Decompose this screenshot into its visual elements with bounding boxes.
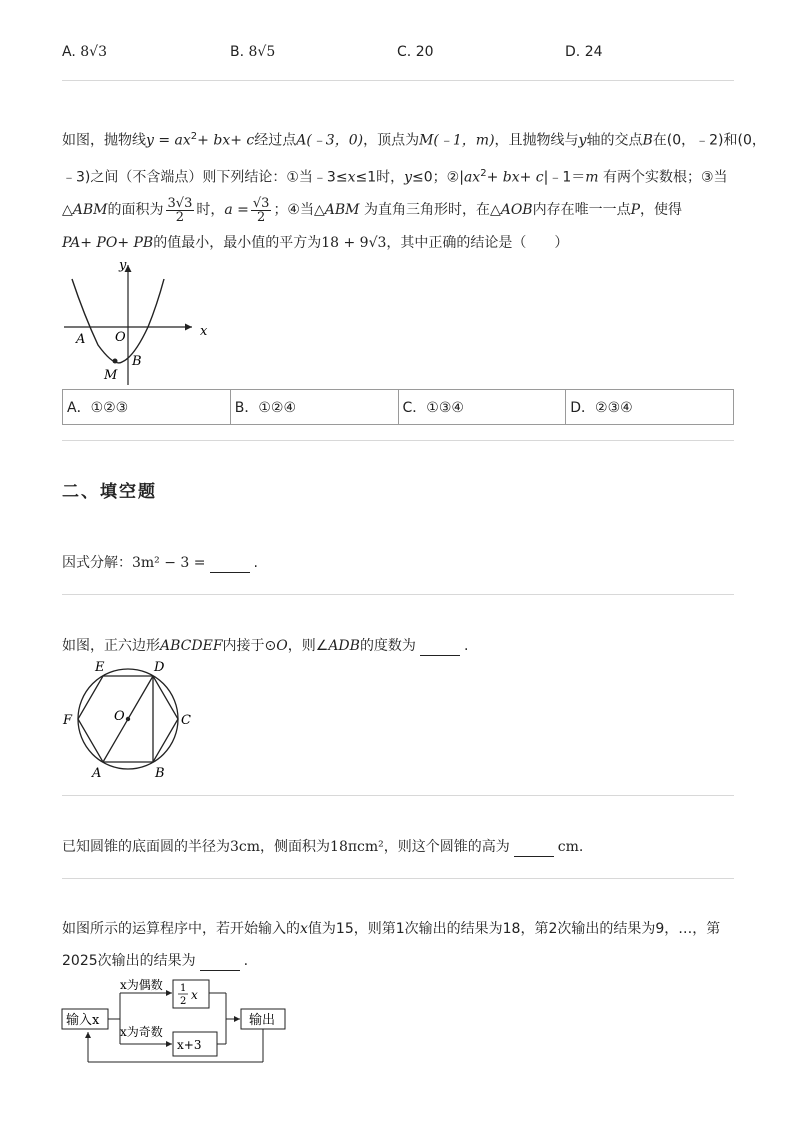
option-d[interactable]: D．②③④ — [566, 390, 734, 425]
label-m: M — [104, 368, 118, 383]
parabola-curve — [72, 279, 164, 363]
divider — [62, 795, 734, 796]
hexagon-figure — [62, 658, 202, 783]
label-e: E — [95, 660, 105, 675]
cone-question: 已知圆锥的底面圆的半径为3cm，侧面积为18πcm²，则这个圆锥的高为 cm. — [62, 839, 584, 855]
label-o: O — [115, 330, 126, 345]
center-point — [126, 717, 130, 721]
fraction-area: $\frac{3√3}{2}$ — [167, 195, 193, 225]
answer-blank[interactable] — [420, 641, 460, 656]
parabola-options-table — [62, 389, 734, 425]
factor-question: 因式分解：3m² − 3 = . — [62, 555, 258, 571]
vertex-point — [113, 359, 118, 364]
answer-blank[interactable] — [200, 956, 240, 971]
parabola-figure — [62, 255, 222, 390]
label-b: B — [155, 766, 165, 781]
label-a: A — [92, 766, 102, 781]
label-f: F — [63, 713, 73, 728]
label-o: O — [114, 709, 125, 724]
prev-option-a: A. 8√3 — [62, 44, 107, 60]
prev-option-c: C. 20 — [397, 44, 434, 60]
program-flowchart — [60, 976, 300, 1068]
option-b[interactable]: B．①②④ — [230, 390, 398, 425]
program-question-line-2: 2025次输出的结果为 . — [62, 953, 249, 969]
parabola-question-line-3: △ABM的面积为 $\frac{3√3}{2}$ 时，a = $\frac{√3}{2}$ ；④当△ABM 为直角三角形时，在△AOB内存在唯一一点P，使得 — [62, 195, 683, 225]
parabola-question-line-4: PA+ PO+ PB的值最小，最小值的平方为18 + 9√3，其中正确的结论是（ ） — [62, 235, 569, 251]
option-c[interactable]: C．①③④ — [398, 390, 566, 425]
fraction-a: $\frac{√3}{2}$ — [252, 195, 270, 225]
answer-blank[interactable] — [210, 558, 250, 573]
parabola-question-line-2: ﹣3)之间（不含端点）则下列结论：①当﹣3≤x≤1时，y≤0；$②|ax^2+ bx+$ c|﹣1＝m 有两个实数根；③当 — [62, 168, 728, 186]
parabola-question-line-1: 如图，抛物线$y = ax^2+ bx+ c$经过点A(﹣3，0)，顶点为M(﹣1，m)，且抛物线与y轴的交点B在(0，﹣2)和(0， — [62, 131, 766, 149]
option-a[interactable]: A．①②③ — [63, 390, 231, 425]
input-label: 输入x — [66, 1013, 100, 1028]
program-question-line-1: 如图所示的运算程序中，若开始输入的x值为15，则第1次输出的结果为18，第2次输出的结果为9，…，第 — [62, 921, 721, 937]
label-b: B — [132, 354, 142, 369]
label-y: y — [119, 258, 127, 273]
half-num: 1 — [180, 983, 187, 994]
plus3-label: x+3 — [177, 1038, 202, 1052]
half-x: x — [191, 988, 198, 1002]
odd-label: x为奇数 — [120, 1025, 163, 1039]
section-title: 二、填空题 — [62, 482, 157, 502]
half-den: 2 — [180, 996, 187, 1007]
hexagon-question: 如图，正六边形ABCDEF内接于⊙O，则∠ADB的度数为 . — [62, 638, 469, 654]
answer-blank[interactable] — [514, 842, 554, 857]
divider — [62, 878, 734, 879]
divider — [62, 594, 734, 595]
label-c: C — [181, 713, 191, 728]
divider — [62, 440, 734, 441]
prev-option-b: B. 8√5 — [230, 44, 276, 60]
output-label: 输出 — [249, 1013, 276, 1028]
even-label: x为偶数 — [120, 978, 163, 992]
divider — [62, 80, 734, 81]
label-d: D — [154, 660, 165, 675]
prev-option-d: D. 24 — [565, 44, 603, 60]
label-a: A — [76, 332, 86, 347]
label-x: x — [200, 324, 208, 339]
